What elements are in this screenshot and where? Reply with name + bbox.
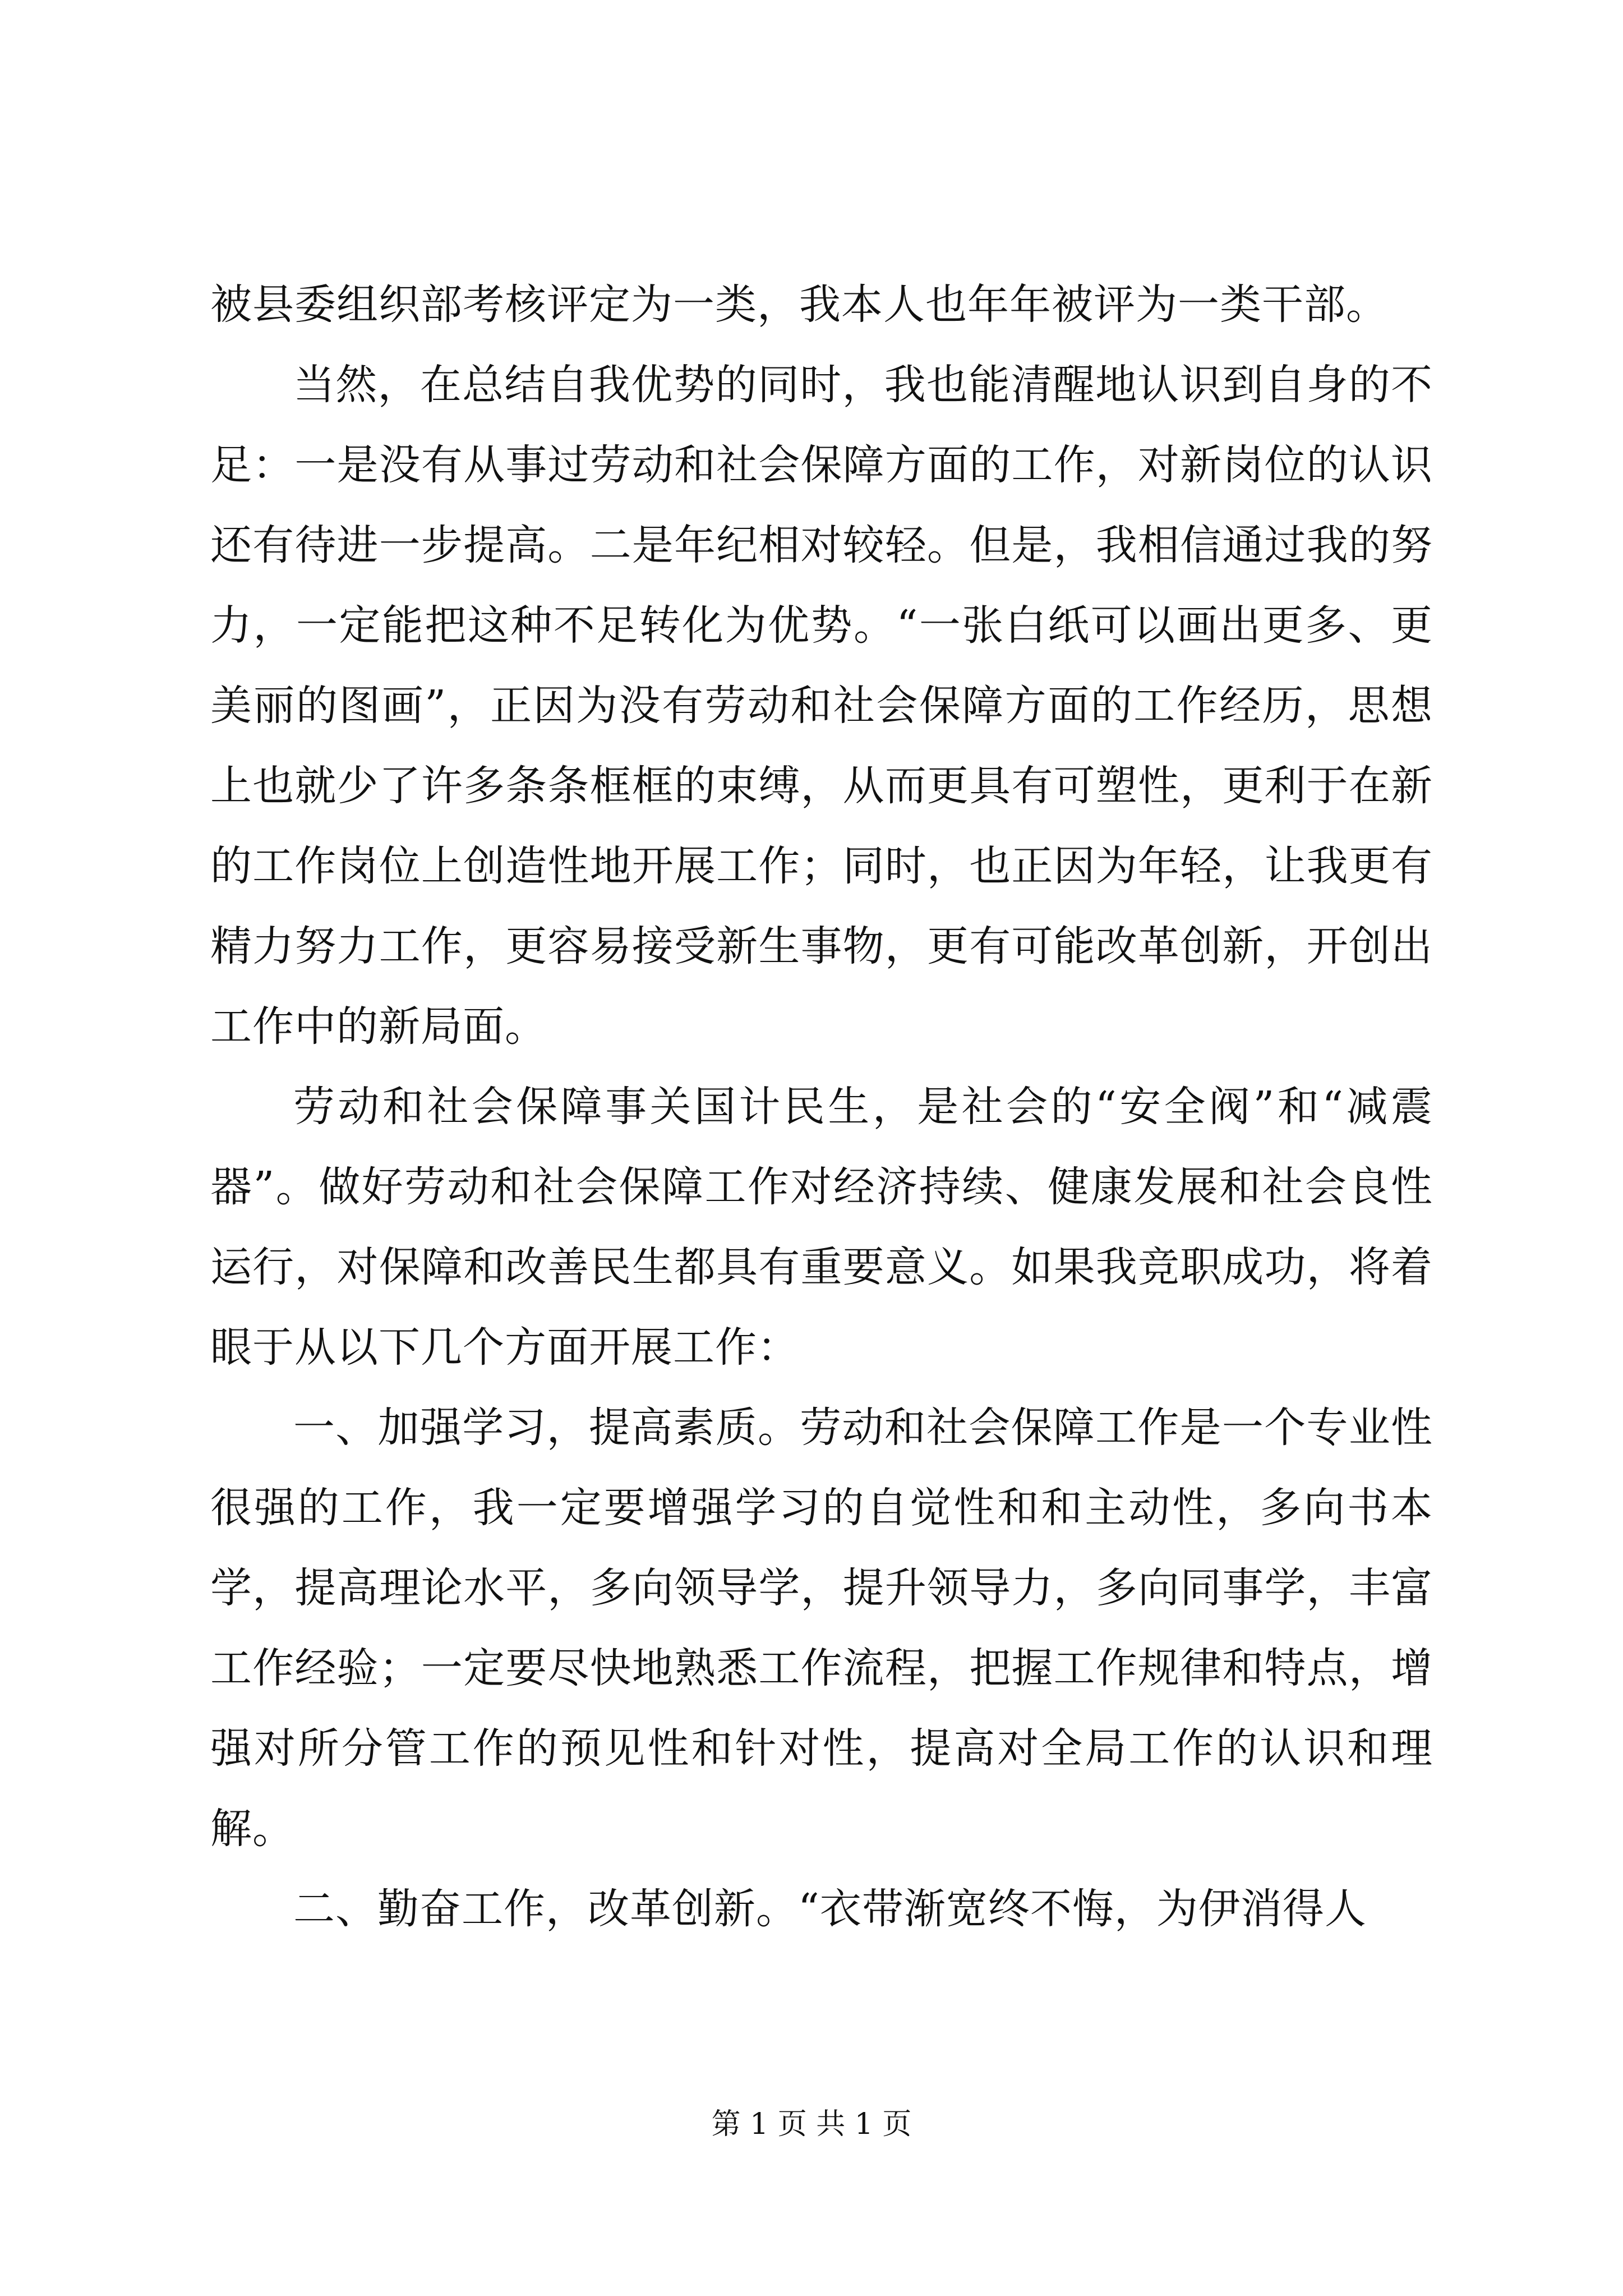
paragraph-5: 二、勤奋工作，改革创新。“衣带渐宽终不悔，为伊消得人 — [293, 1885, 1367, 1933]
paragraph-4: 一、加强学习，提高素质。劳动和社会保障工作是一个专业性很强的工作，我一定要增强学习的自觉性和和主动性，多向书本学，提高理论水平，多向领导学，提升领导力，多向同事学，丰富工作经验；一定要尽快地熟悉工作流程，把握工作规律和特点，增强对所分管工作的预见性和针对性，提高对全局工作的认识和理解。 — [210, 1404, 1433, 1853]
paragraph-2: 当然，在总结自我优势的同时，我也能清醒地认识到自身的不足：一是没有从事过劳动和社会保障方面的工作，对新岗位的认识还有待进一步提高。二是年纪相对较轻。但是，我相信通过我的努力，一定能把这种不足转化为优势。“一张白纸可以画出更多、更美丽的图画”，正因为没有劳动和社会保障方面的工作经历，思想上也就少了许多条条框框的束缚，从而更具有可塑性，更利于在新的工作岗位上创造性地开展工作；同时，也正因为年轻，让我更有精力努力工作，更容易接受新生事物，更有可能改革创新，开创出工作中的新局面。 — [210, 361, 1433, 1051]
paragraph-1: 被县委组织部考核评定为一类，我本人也年年被评为一类干部。 — [210, 280, 1388, 329]
page-number-label: 第 1 页 共 1 页 — [711, 2108, 912, 2141]
document-body — [210, 265, 1433, 1949]
page-footer — [0, 2105, 1623, 2144]
paragraph-3: 劳动和社会保障事关国计民生，是社会的“安全阀”和“减震器”。做好劳动和社会保障工作对经济持续、健康发展和社会良性运行，对保障和改善民生都具有重要意义。如果我竞职成功，将着眼于从以下几个方面开展工作： — [210, 1083, 1433, 1372]
